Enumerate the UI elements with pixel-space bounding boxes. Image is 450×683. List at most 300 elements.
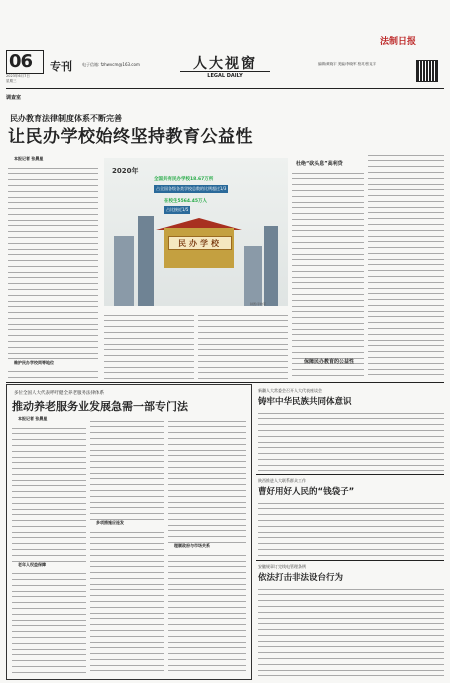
- body-text-line: [258, 653, 444, 659]
- body-text-line: [168, 532, 246, 538]
- body-text-line: [168, 526, 246, 532]
- body-text-line: [168, 666, 246, 672]
- bottom-column-2: [90, 416, 164, 674]
- body-text-line: [90, 485, 164, 491]
- body-text-line: [368, 248, 444, 254]
- body-text-line: [168, 620, 246, 626]
- body-text-line: [168, 439, 246, 445]
- body-text-line: [8, 354, 98, 360]
- body-text-line: [8, 367, 98, 373]
- graphic-credit: 制图/李晓军: [250, 302, 267, 306]
- body-text-line: [258, 648, 444, 654]
- page-number-box: [6, 50, 44, 74]
- body-text-line: [90, 474, 164, 480]
- body-text-line: [368, 289, 444, 295]
- body-text-line: [368, 156, 444, 162]
- body-text-line: [368, 173, 444, 179]
- body-text-line: [168, 637, 246, 643]
- body-text-line: [368, 300, 444, 306]
- body-text-line: [258, 533, 444, 539]
- body-text-line: [8, 325, 98, 331]
- right-story-1-headline: 铸牢中华民族共同体意识: [258, 397, 352, 407]
- body-text-line: [12, 435, 86, 441]
- body-text-line: [368, 347, 444, 353]
- body-text-line: [258, 425, 444, 431]
- body-text-line: [258, 538, 444, 544]
- body-text-line: [90, 416, 164, 422]
- building-illustration: [138, 216, 154, 306]
- body-text-line: [292, 365, 364, 371]
- editor-credits: 编辑/黄晓宇 美编/李晓军 校对/张克宇: [318, 62, 377, 66]
- body-text-line: [258, 619, 444, 625]
- body-text-line: [90, 672, 164, 674]
- body-text-line: [8, 319, 98, 325]
- right-story-2-body: [258, 498, 444, 558]
- body-text-line: [8, 186, 98, 192]
- body-text-line: [104, 327, 194, 333]
- infographic-stat-students: 在校生5564.45万人: [164, 199, 207, 204]
- body-text-line: [168, 573, 246, 579]
- body-text-line: [12, 446, 86, 452]
- body-text-line: [168, 503, 246, 509]
- body-text-line: [90, 439, 164, 445]
- body-text-line: [258, 677, 444, 679]
- body-text-line: [90, 527, 164, 533]
- body-text-line: [90, 544, 164, 550]
- body-text-line: [292, 330, 364, 336]
- body-text-line: [12, 492, 86, 498]
- body-text-line: [292, 376, 364, 380]
- body-text-line: [12, 533, 86, 539]
- bottom-story-headline: 推动养老服务业发展急需一部专门法: [12, 400, 188, 413]
- right-story-1-kicker: 新疆人大常委会召开人大代表座谈会: [258, 388, 322, 393]
- body-text-line: [90, 620, 164, 626]
- bottom-column-3: [168, 416, 246, 674]
- lead-column-3: [198, 310, 288, 380]
- section-divider: [6, 382, 444, 383]
- body-text-line: [168, 562, 246, 568]
- lead-kicker: 民办教育法律制度体系不断完善: [10, 114, 122, 123]
- body-text-line: [12, 504, 86, 510]
- body-text-line: [368, 341, 444, 347]
- body-text-line: [292, 197, 364, 203]
- body-text-line: [368, 312, 444, 318]
- body-text-line: [12, 550, 86, 556]
- body-text-line: [292, 301, 364, 307]
- body-text-line: [168, 614, 246, 620]
- body-text-line: [368, 231, 444, 237]
- body-text-line: [8, 313, 98, 319]
- body-text-line: [368, 306, 444, 312]
- body-text-line: [258, 665, 444, 671]
- bottom-byline: 本报记者 张晨星: [18, 416, 48, 421]
- header-rule: [6, 88, 444, 89]
- body-text-line: [368, 271, 444, 277]
- body-text-line: [258, 414, 444, 420]
- body-text-line: [12, 638, 86, 644]
- body-text-line: [8, 221, 98, 227]
- body-text-line: [90, 451, 164, 457]
- lead-byline: 本报记者 张晨星: [14, 156, 44, 161]
- body-text-line: [168, 468, 246, 474]
- body-text-line: [8, 273, 98, 279]
- body-text-line: [90, 631, 164, 637]
- body-text-line: [8, 261, 98, 267]
- body-text-line: [12, 481, 86, 487]
- body-text-line: [12, 475, 86, 481]
- body-text-line: [292, 278, 364, 284]
- right-story-2-headline: 曹好用好人民的“钱袋子”: [258, 487, 355, 497]
- page-number: 06: [9, 51, 33, 72]
- body-text-line: [292, 370, 364, 376]
- bottom-subhead-1: 多项措施应连发: [96, 520, 124, 526]
- body-text-line: [368, 150, 444, 156]
- body-text-line: [12, 423, 86, 429]
- body-text-line: [12, 580, 86, 586]
- body-text-line: [368, 370, 444, 376]
- body-text-line: [368, 295, 444, 301]
- lead-column-1: [8, 156, 98, 380]
- body-text-line: [8, 244, 98, 250]
- body-text-line: [8, 175, 98, 181]
- body-text-line: [292, 237, 364, 243]
- body-text-line: [168, 608, 246, 614]
- body-text-line: [90, 497, 164, 503]
- body-text-line: [90, 596, 164, 602]
- body-text-line: [168, 509, 246, 515]
- school-sign: [168, 236, 232, 250]
- infographic-stat-share: 占全国各级各类学校总数的比例超过1/3: [156, 186, 227, 191]
- body-text-line: [258, 596, 444, 602]
- body-text-line: [8, 342, 98, 348]
- body-text-line: [8, 290, 98, 296]
- body-text-line: [258, 443, 444, 449]
- body-text-line: [90, 491, 164, 497]
- body-text-line: [368, 260, 444, 266]
- body-text-line: [292, 266, 364, 272]
- body-text-line: [104, 374, 194, 380]
- body-text-line: [104, 350, 194, 356]
- body-text-line: [8, 336, 98, 342]
- body-text-line: [90, 539, 164, 545]
- body-text-line: [258, 521, 444, 527]
- page-header: [0, 0, 450, 92]
- body-text-line: [90, 648, 164, 654]
- body-text-line: [12, 539, 86, 545]
- body-text-line: [368, 208, 444, 214]
- body-text-line: [90, 643, 164, 649]
- school-sign-text: 民办学校: [178, 239, 222, 248]
- body-text-line: [168, 514, 246, 520]
- body-text-line: [168, 456, 246, 462]
- body-text-line: [12, 556, 86, 562]
- body-text-line: [292, 347, 364, 353]
- body-text-line: [258, 636, 444, 642]
- body-text-line: [368, 277, 444, 283]
- body-text-line: [368, 196, 444, 202]
- body-text-line: [168, 660, 246, 666]
- body-text-line: [368, 318, 444, 324]
- body-text-line: [292, 313, 364, 319]
- body-text-line: [12, 498, 86, 504]
- body-text-line: [90, 556, 164, 562]
- masthead-subtitle: LEGAL DAILY: [180, 71, 270, 79]
- body-text-line: [90, 654, 164, 660]
- qr-code: [416, 60, 438, 82]
- body-text-line: [90, 562, 164, 568]
- body-text-line: [292, 341, 364, 347]
- bottom-story-kicker: 多位全国人大代表呼吁健全养老服务法律体系: [14, 391, 104, 396]
- body-text-line: [258, 556, 444, 558]
- body-text-line: [292, 243, 364, 249]
- body-text-line: [12, 521, 86, 527]
- right-story-1-body: [258, 408, 444, 472]
- body-text-line: [368, 283, 444, 289]
- bottom-column-1: [12, 416, 86, 674]
- body-text-line: [198, 310, 288, 316]
- body-text-line: [12, 667, 86, 673]
- body-text-line: [12, 487, 86, 493]
- body-text-line: [104, 368, 194, 374]
- body-text-line: [8, 372, 98, 378]
- body-text-line: [8, 215, 98, 221]
- body-text-line: [90, 608, 164, 614]
- infographic-stat-student-share: 占比接近1/5: [166, 207, 189, 212]
- body-text-line: [198, 345, 288, 351]
- body-text-line: [90, 456, 164, 462]
- body-text-line: [168, 422, 246, 428]
- body-text-line: [258, 454, 444, 460]
- body-text-line: [258, 630, 444, 636]
- body-text-line: [292, 324, 364, 330]
- right-story-3-body: [258, 584, 444, 678]
- body-text-line: [258, 510, 444, 516]
- body-text-line: [168, 550, 246, 556]
- lead-column-2: [104, 310, 194, 380]
- body-text-line: [258, 642, 444, 648]
- body-text-line: [90, 422, 164, 428]
- body-text-line: [258, 504, 444, 510]
- body-text-line: [8, 267, 98, 273]
- body-text-line: [168, 480, 246, 486]
- body-text-line: [12, 621, 86, 627]
- body-text-line: [368, 225, 444, 231]
- body-text-line: [292, 289, 364, 295]
- body-text-line: [258, 584, 444, 590]
- body-text-line: [292, 318, 364, 324]
- body-text-line: [258, 448, 444, 454]
- body-text-line: [292, 214, 364, 220]
- body-text-line: [168, 596, 246, 602]
- bottom-subhead-3: 理顺政府与市场关系: [174, 543, 210, 549]
- masthead-title: 人大视窗: [193, 56, 257, 72]
- body-text-line: [198, 379, 288, 380]
- body-text-line: [198, 356, 288, 362]
- body-text-line: [198, 339, 288, 345]
- body-text-line: [292, 249, 364, 255]
- body-text-line: [198, 327, 288, 333]
- body-text-line: [168, 672, 246, 674]
- body-text-line: [198, 322, 288, 328]
- body-text-line: [368, 167, 444, 173]
- body-text-line: [168, 625, 246, 631]
- body-text-line: [368, 190, 444, 196]
- issue-date: [6, 74, 46, 83]
- body-text-line: [12, 463, 86, 469]
- body-text-line: [258, 437, 444, 443]
- body-text-line: [168, 648, 246, 654]
- body-text-line: [12, 650, 86, 656]
- body-text-line: [12, 598, 86, 604]
- body-text-line: [168, 654, 246, 660]
- body-text-line: [8, 169, 98, 175]
- body-text-line: [90, 462, 164, 468]
- body-text-line: [90, 579, 164, 585]
- body-text-line: [8, 227, 98, 233]
- body-text-line: [104, 362, 194, 368]
- right-story-2-kicker: 陕西推进人大联系群众工作: [258, 478, 306, 483]
- bottom-subhead-2: 老年人权益保障: [18, 561, 46, 567]
- body-text-line: [8, 331, 98, 337]
- body-text-line: [292, 185, 364, 191]
- body-text-line: [368, 179, 444, 185]
- body-text-line: [104, 310, 194, 316]
- building-illustration: [264, 226, 278, 306]
- body-text-line: [12, 603, 86, 609]
- body-text-line: [90, 614, 164, 620]
- body-text-line: [12, 615, 86, 621]
- section-name: 专刊: [50, 60, 72, 73]
- body-text-line: [8, 348, 98, 354]
- body-text-line: [168, 585, 246, 591]
- lead-column-4: [292, 168, 364, 380]
- body-text-line: [104, 356, 194, 362]
- body-text-line: [292, 284, 364, 290]
- body-text-line: [90, 637, 164, 643]
- body-text-line: [368, 237, 444, 243]
- lead-column-5: [368, 150, 444, 380]
- lead-right-subhead-2: 保障民办教育的公益性: [304, 359, 355, 365]
- body-text-line: [368, 375, 444, 380]
- body-text-line: [12, 429, 86, 435]
- body-text-line: [368, 185, 444, 191]
- body-text-line: [12, 632, 86, 638]
- body-text-line: [168, 579, 246, 585]
- body-text-line: [8, 203, 98, 209]
- issue-weekday-line: 星期三: [6, 78, 17, 83]
- section-tag: 调查室: [6, 95, 22, 101]
- body-text-line: [258, 527, 444, 533]
- body-text-line: [168, 485, 246, 491]
- body-text-line: [198, 350, 288, 356]
- body-text-line: [12, 440, 86, 446]
- body-text-line: [12, 458, 86, 464]
- body-text-line: [368, 219, 444, 225]
- right-story-3-headline: 依法打击非法设台行为: [258, 573, 344, 583]
- body-text-line: [168, 497, 246, 503]
- body-text-line: [292, 232, 364, 238]
- body-text-line: [90, 591, 164, 597]
- body-text-line: [8, 209, 98, 215]
- lead-right-subhead-1: 杜绝“砍头息”高利贷: [296, 161, 343, 167]
- body-text-line: [368, 243, 444, 249]
- body-text-line: [292, 336, 364, 342]
- body-text-line: [292, 174, 364, 180]
- story-divider: [256, 560, 444, 561]
- body-text-line: [292, 208, 364, 214]
- body-text-line: [12, 452, 86, 458]
- body-text-line: [368, 364, 444, 370]
- body-text-line: [168, 643, 246, 649]
- lead-subhead-1: 维护民办学校同等地位: [14, 359, 54, 365]
- body-text-line: [90, 509, 164, 515]
- body-text-line: [292, 220, 364, 226]
- body-text-line: [198, 316, 288, 322]
- body-text-line: [168, 416, 246, 422]
- body-text-line: [168, 462, 246, 468]
- body-text-line: [168, 631, 246, 637]
- body-text-line: [198, 368, 288, 374]
- body-text-line: [12, 627, 86, 633]
- body-text-line: [104, 316, 194, 322]
- body-text-line: [292, 255, 364, 261]
- body-text-line: [8, 284, 98, 290]
- contact-email: 电子信箱: fzhwvcm@163.com: [82, 62, 140, 67]
- body-text-line: [258, 431, 444, 437]
- newspaper-logo: 法制日报: [380, 37, 417, 47]
- body-text-line: [104, 322, 194, 328]
- body-text-line: [8, 378, 98, 380]
- body-text-line: [104, 379, 194, 380]
- body-text-line: [8, 279, 98, 285]
- body-text-line: [12, 609, 86, 615]
- building-illustration: [114, 236, 134, 306]
- body-text-line: [292, 226, 364, 232]
- body-text-line: [292, 272, 364, 278]
- body-text-line: [168, 451, 246, 457]
- body-text-line: [168, 474, 246, 480]
- body-text-line: [90, 445, 164, 451]
- body-text-line: [90, 550, 164, 556]
- body-text-line: [368, 254, 444, 260]
- body-text-line: [292, 307, 364, 313]
- body-text-line: [8, 250, 98, 256]
- body-text-line: [292, 295, 364, 301]
- body-text-line: [258, 498, 444, 504]
- body-text-line: [168, 591, 246, 597]
- body-text-line: [198, 374, 288, 380]
- body-text-line: [90, 468, 164, 474]
- body-text-line: [258, 659, 444, 665]
- body-text-line: [12, 527, 86, 533]
- body-text-line: [12, 510, 86, 516]
- right-story-3-kicker: 安徽规章订完线电管理条例: [258, 564, 306, 569]
- body-text-line: [168, 568, 246, 574]
- body-text-line: [12, 673, 86, 674]
- story-divider: [256, 474, 444, 475]
- body-text-line: [104, 333, 194, 339]
- body-text-line: [90, 573, 164, 579]
- body-text-line: [258, 601, 444, 607]
- body-text-line: [168, 602, 246, 608]
- body-text-line: [90, 428, 164, 434]
- body-text-line: [12, 592, 86, 598]
- body-text-line: [258, 590, 444, 596]
- body-text-line: [368, 352, 444, 358]
- body-text-line: [8, 163, 98, 169]
- body-text-line: [258, 607, 444, 613]
- body-text-line: [12, 661, 86, 667]
